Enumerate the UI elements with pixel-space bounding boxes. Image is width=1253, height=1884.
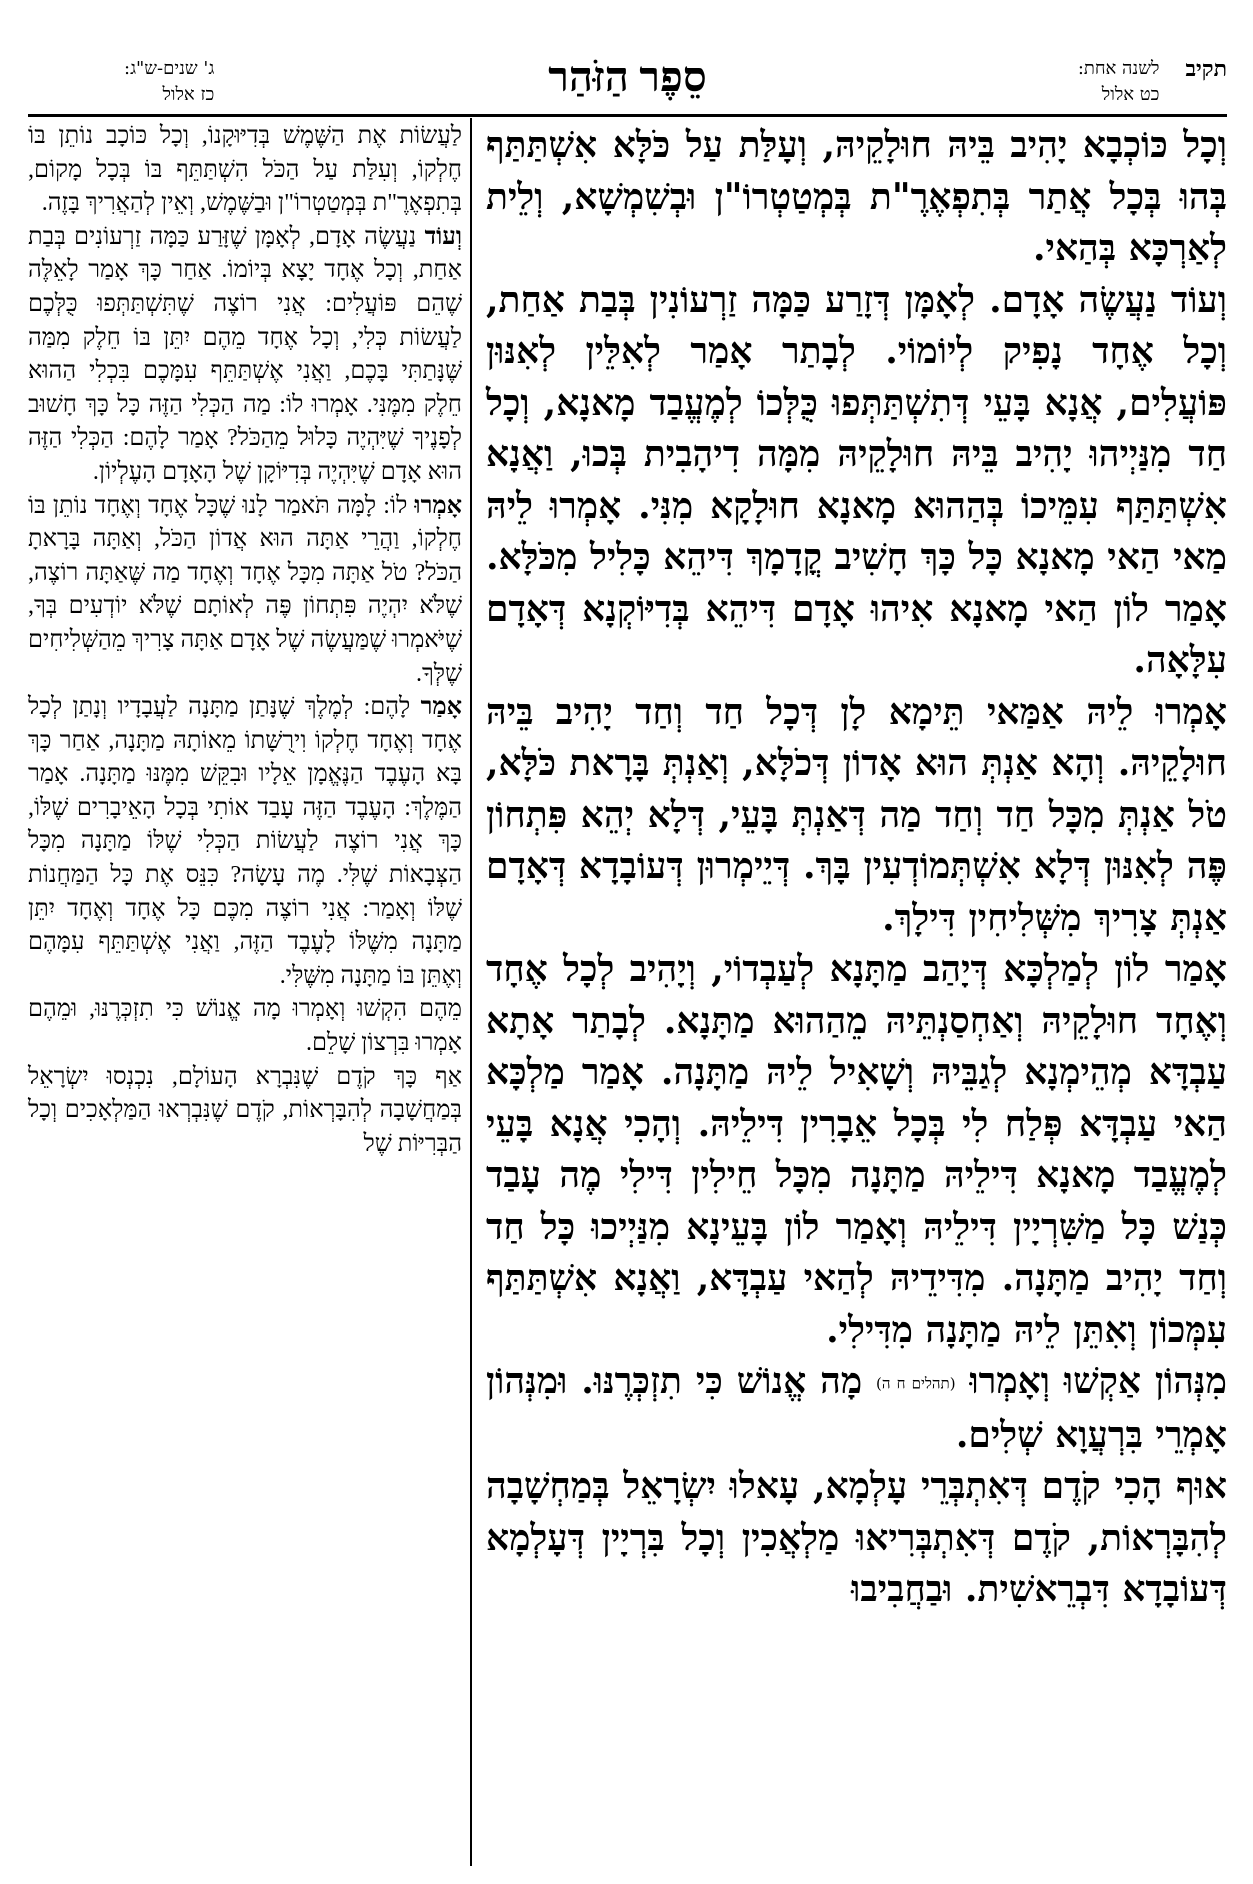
column-divider (470, 118, 472, 1866)
verse-citation: (תהלים ח ה) (876, 1374, 956, 1393)
main-text: מִנְּהוֹן אַקְשׁוּ וְאָמְרוּ (969, 1360, 1227, 1402)
cycle-label: לשנה אחת: (1077, 58, 1160, 79)
side-text: נַעֲשֶׂה אָדָם, לְאָמָּן שֶׁזָּרַע כַּמָּה זַרְעוֹנִים בְּבַת אַחַת, וְכָל אֶחָד יָצָא בְּיוֹמוֹ. אַחַר כָּךְ אָמַר לָאֵלֶּה שֶׁהֵם פּוֹעֲלִים: אֲנִי רוֹצֶה שֶׁתִּשְׁתַּתְּפוּ כֻּלְּכֶם לַעֲשׂוֹת כְּלִי, וְכָל אֶחָד מֵהֶם יִתֵּן בּוֹ חֵלֶק מִמַּה שֶּׁנָּתַתִּי בָּכֶם, וַאֲנִי אֶשְׁתַּתֵּף עִמָּכֶם בִּכְלִי הַהוּא חֵלֶק מִמֶּנִּי. אָמְרוּ לוֹ: מַה הַכְּלִי הַזֶּה כָּל כָּךְ חָשׁוּב לְפָנֶיךָ שֶׁיִּהְיֶה כָּלוּל מֵהַכֹּל? אָמַר לָהֶם: הַכְּלִי הַזֶּה הוּא אָדָם שֶׁיִּהְיֶה בְּדִיּוֹקָן שֶׁל הָאָדָם הָעֶלְיוֹן. (28, 223, 462, 485)
page-header (28, 50, 1227, 114)
side-paragraph: לַעֲשׂוֹת אֶת הַשֶּׁמֶשׁ בְּדִיּוּקָנוֹ, וְכָל כּוֹכָב נוֹתֵן בּוֹ חֶלְקוֹ, וְעִלַּת עַל הַכֹּל הִשְׁתַּתֵּף בּוֹ בְּכָל מָקוֹם, בְּתִפְאֶרֶ"ת בְּמְטַטְרוֹ"ן וּבַשֶּׁמֶשׁ, וְאֵין לְהַאֲרִיךְ בָּזֶה. (28, 123, 462, 217)
side-paragraph (28, 691, 462, 993)
side-lead-word: אָמְרוּ (414, 492, 462, 519)
main-text: מָה אֱנוֹשׁ כִּי תִזְכְּרֶנּוּ. וּמִנְּהוֹן אָמְרֵי בִּרְעֲוָא שְׁלִים. (486, 1360, 1227, 1456)
side-text: לוֹ: לָמָּה תֹּאמַר לָנוּ שֶׁכָּל אֶחָד וְאֶחָד נוֹתֵן בּוֹ חֶלְקוֹ, וַהֲרֵי אַתָּה הוּא אֲדוֹן הַכֹּל, וְאַתָּה בָּרָאתָ הַכֹּל? טֹל אַתָּה מִכָּל אֶחָד וְאֶחָד מַה שֶּׁאַתָּה רוֹצֶה, שֶׁלֹּא יִהְיֶה פִּתְחוֹן פֶּה לְאוֹתָם שֶׁלֹּא יוֹדְעִים בְּךָ, שֶׁיֹּאמְרוּ שֶׁמַּעֲשֶׂה שֶׁל אָדָם אַתָּה צָרִיךְ מֵהַשְּׁלִיחִים שֶׁלְּךָ. (28, 492, 462, 687)
header-left (124, 56, 214, 108)
side-paragraph (28, 221, 462, 490)
main-paragraph: אָמַר לוֹן לְמַלְכָּא דְּיָהַב מַתָּנָא לְעַבְדוֹי, וְיָהִיב לְכָל אֶחָד וְאֶחָד חוּלָקֵיהּ וְאַחְסַנְתֵּיהּ מֵהַהוּא מַתָּנָא. לְבָתַר אָתָא עַבְדָּא מְהֵימְנָא לְגַבֵּיהּ וְשָׁאִיל לֵיהּ מַתָּנָה. אָמַר מַלְכָּא הַאי עַבְדָּא פְּלַח לִי בְּכָל אֵבָרִין דִּילֵיהּ. וְהָכִי אֲנָא בָּעֵי לְמֶעֱבַד מָאנָא דִּילֵיהּ מַתָּנָה מִכָּל חֵילִין דִּילִי מֶה עָבַד כְּנַשׁ כָּל מַשִּׁרְיָין דִּילֵיהּ וְאָמַר לוֹן בָּעֵינָא מִנַּיְיכוּ כָּל חַד וְחַד יָהִיב מַתָּנָה. מִדִּידֵיהּ לְהַאי עַבְדָּא, וַאֲנָא אִשְׁתַּתַּף עִמְּכוֹן וְאִתֵּן לֵיהּ מַתָּנָה מִדִּילִי. (486, 948, 1227, 1351)
book-title: סֵפֶר הַזֹּהַר (548, 55, 707, 101)
hebrew-translation-column (28, 120, 462, 1870)
right-date: כט אלול (1101, 84, 1160, 105)
main-paragraph: אָמְרוּ לֵיהּ אַמַּאי תֵּימָא לָן דְּכָל חַד וְחַד יָהִיב בֵּיהּ חוּלָקֵיהּ. וְהָא אַנְתְּ הוּא אָדוֹן דְּכֹלָּא, וְאַנְתְּ בָּרָאת כֹּלָּא, טֹל אַנְתְּ מִכָּל חַד וְחַד מַה דְּאַנְתְּ בָּעֵי, דְּלָא יְהֵא פִּתְחוֹן פֶּה לְאִנּוּן דְּלָא אִשְׁתְּמוֹדְעִין בָּךְ. דְּיֵימְרוּן דְּעוֹבָדָא דְּאָדָם אַנְתְּ צָרִיךְ מִשְּׁלִיחִין דִּילָךְ. (486, 690, 1227, 939)
page-label: תקיב (1185, 56, 1227, 82)
left-date: כז אלול (162, 84, 215, 105)
main-paragraph: אוּף הָכִי קֹדֶם דְּאִתְבְּרֵי עָלְמָא, עָאלוּ יִשְׂרָאֵל בְּמַחְשָׁבָה לְהִבָּרְאוֹת, קֹדֶם דְּאִתְבְּרִיאוּ מַלְאֲכִין וְכָל בִּרְיָין דְּעָלְמָא דְּעוֹבָדָא דִּבְרֵאשִׁית. וּבַחֲבִיבוּ (486, 1465, 1227, 1611)
side-text: לָהֶם: לְמֶלֶךְ שֶׁנָּתַן מַתָּנָה לַעֲבָדָיו וְנָתַן לְכָל אֶחָד וְאֶחָד חֶלְקוֹ וִירֻשָּׁתוֹ מֵאוֹתָהּ מַתָּנָה, אַחַר כָּךְ בָּא הָעֶבֶד הַנֶּאֱמָן אֵלָיו וּבִקֵּשׁ מִמֶּנּוּ מַתָּנָה. אָמַר הַמֶּלֶךְ: הָעֶבֶד הַזֶּה עָבַד אוֹתִי בְּכָל הָאֵיבָרִים שֶׁלּוֹ, כָּךְ אֲנִי רוֹצֶה לַעֲשׂוֹת הַכְּלִי שֶׁלּוֹ מַתָּנָה מִכָּל הַצְּבָאוֹת שֶׁלִּי. מֶה עָשָׂה? כִּנֵּס אֶת כָּל הַמַּחֲנוֹת שֶׁלּוֹ וְאָמַר: אֲנִי רוֹצֶה מִכֶּם כָּל אֶחָד וְאֶחָד יִתֵּן מַתָּנָה מִשֶּׁלּוֹ לָעֶבֶד הַזֶּה, וַאֲנִי אֶשְׁתַּתֵּף עִמָּהֶם וְאֶתֵּן בּוֹ מַתָּנָה מִשֶּׁלִּי. (28, 694, 462, 989)
years-label: ג' שנים-ש"ג: (124, 58, 215, 79)
side-paragraph: מֵהֶם הִקְשׁוּ וְאָמְרוּ מָה אֱנוֹשׁ כִּי תִזְכְּרֶנּוּ, וּמֵהֶם אָמְרוּ בִּרְצוֹן שָׁלֵם. (28, 996, 462, 1057)
side-paragraph (28, 490, 462, 692)
side-paragraph: אַף כָּךְ קֹדֶם שֶׁנִּבְרָא הָעוֹלָם, נִכְנְסוּ יִשְׂרָאֵל בְּמַחֲשָׁבָה לְהִבָּרְאוֹת, קֹדֶם שֶׁנִּבְרְאוּ הַמַּלְאָכִים וְכָל הַבְּרִיּוֹת שֶׁל (28, 1063, 462, 1157)
main-paragraph (486, 1356, 1227, 1461)
side-lead-word: אָמַר (420, 694, 462, 721)
header-rule (28, 114, 1227, 117)
main-paragraph: וְעוֹד נַעֲשֶׂה אָדָם. לְאָמָּן דְּזָרַע כַּמָּה זַרְעוֹנִין בְּבַת אַחַת, וְכָל אֶחָד נָפִיק לְיוֹמוֹי. לְבָתַר אָמַר לְאִלֵּין לְאִנּוּן פּוֹעֲלִים, אֲנָא בָּעֵי דְּתִשְׁתַּתְּפוּ כֻּלְּכוֹ לְמֶעֱבַד מָאנָא, וְכָל חַד מִנַּיְיהוּ יָהִיב בֵּיהּ חוּלָקֵיהּ מִמָּה דִיהָבִית בְּכוּ, וַאֲנָא אִשְׁתַּתַּף עִמֵּיכוֹ בְּהַהוּא מָאנָא חוּלָקָא מִנִּי. אָמְרוּ לֵיהּ מַאי הַאי מָאנָא כָּל כָּךְ חָשִׁיב קֳדָמָךְ דִּיהֵא כָּלִיל מִכֹּלָּא. אָמַר לוֹן הַאי מָאנָא אִיהוּ אָדָם דִּיהֵא בְּדִיּוֹקְנָא דְּאָדָם עִלָּאָה. (486, 278, 1227, 681)
main-paragraph: וְכָל כּוֹכְבָא יָהִיב בֵּיהּ חוּלָקֵיהּ, וְעָלַּת עַל כֹּלָּא אִשְׁתַּתַּף בְּהוּ בְּכָל אֲתַר בְּתִפְאֶרֶ"ת בְּמְטַטְרוֹ"ן וּבְשִׁמְשָׁא, וְלֵית לְאַרְכָּא בְּהַאי. (486, 124, 1227, 269)
side-lead-word: וְעוֹד (424, 223, 462, 250)
aramaic-column (486, 120, 1227, 1870)
